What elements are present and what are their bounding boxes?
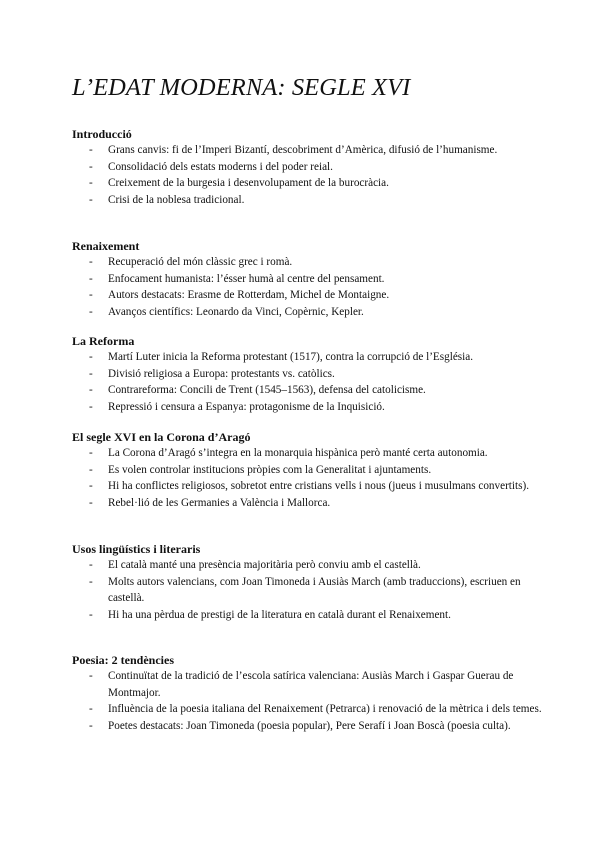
section-renaixement (72, 238, 542, 320)
list-item: - Divisió religiosa a Europa: protestants vs. catòlics. (72, 366, 542, 383)
bullet-list (72, 254, 542, 320)
section-la-reforma (72, 333, 542, 415)
section-poesia (72, 652, 542, 734)
list-item: - Consolidació dels estats moderns i del poder reial. (72, 159, 542, 176)
bullet-list (72, 349, 542, 415)
list-item: - Autors destacats: Erasme de Rotterdam, Michel de Montaigne. (72, 287, 542, 304)
list-item: - El català manté una presència majoritària però conviu amb el castellà. (72, 557, 542, 574)
list-item: - Hi ha conflictes religiosos, sobretot entre cristians vells i nous (jueus i musulmans convertits). (72, 478, 542, 495)
list-item: - Contrareforma: Concili de Trent (1545–1563), defensa del catolicisme. (72, 382, 542, 399)
section-heading: El segle XVI en la Corona d’Aragó (72, 430, 251, 444)
list-item: - La Corona d’Aragó s’integra en la monarquia hispànica però manté certa autonomia. (72, 445, 542, 462)
list-item: - Rebel·lió de les Germanies a València i Mallorca. (72, 495, 542, 512)
list-item: - Es volen controlar institucions pròpies com la Generalitat i ajuntaments. (72, 462, 542, 479)
list-item: - Repressió i censura a Espanya: protagonisme de la Inquisició. (72, 399, 542, 416)
section-corona-arago (72, 429, 542, 511)
list-item: - Continuïtat de la tradició de l’escola satírica valenciana: Ausiàs March i Gaspar Guerau de Montmajor. (72, 668, 542, 701)
bullet-list (72, 445, 542, 511)
section-heading: Renaixement (72, 239, 140, 253)
section-introduccio (72, 126, 542, 208)
list-item: - Hi ha una pèrdua de prestigi de la literatura en català durant el Renaixement. (72, 607, 542, 624)
list-item: - Influència de la poesia italiana del Renaixement (Petrarca) i renovació de la mètrica i dels temes. (72, 701, 542, 718)
page-title: L’EDAT MODERNA: SEGLE XVI (72, 74, 411, 101)
list-item: - Martí Luter inicia la Reforma protestant (1517), contra la corrupció de l’Església. (72, 349, 542, 366)
bullet-list (72, 142, 542, 208)
bullet-list (72, 557, 542, 623)
list-item: - Grans canvis: fi de l’Imperi Bizantí, descobriment d’Amèrica, difusió de l’humanisme. (72, 142, 542, 159)
list-item: - Enfocament humanista: l’ésser humà al centre del pensament. (72, 271, 542, 288)
section-heading: La Reforma (72, 334, 135, 348)
list-item: - Crisi de la noblesa tradicional. (72, 192, 542, 209)
section-heading: Introducció (72, 127, 132, 141)
bullet-list (72, 668, 542, 734)
list-item: - Creixement de la burgesia i desenvolupament de la burocràcia. (72, 175, 542, 192)
list-item: - Poetes destacats: Joan Timoneda (poesia popular), Pere Serafí i Joan Boscà (poesia culta). (72, 718, 542, 735)
list-item: - Molts autors valencians, com Joan Timoneda i Ausiàs March (amb traduccions), escriuen en castellà. (72, 574, 542, 607)
list-item: - Recuperació del món clàssic grec i romà. (72, 254, 542, 271)
section-heading: Usos lingüístics i literaris (72, 542, 201, 556)
section-heading: Poesia: 2 tendències (72, 653, 174, 667)
list-item: - Avanços científics: Leonardo da Vinci, Copèrnic, Kepler. (72, 304, 542, 321)
section-usos-linguistics (72, 541, 542, 623)
